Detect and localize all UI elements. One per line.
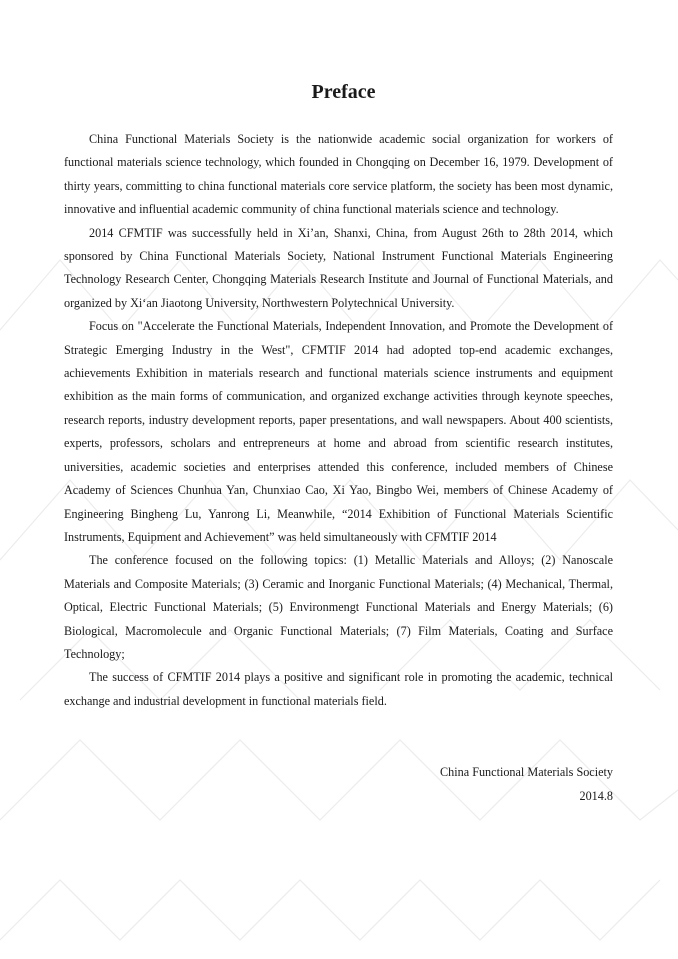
preface-page: [64, 78, 613, 808]
paragraph-society: China Functional Materials Society is the nationwide academic social organization for workers of functional materials science technology, which founded in Chongqing on December 16, 1979. Development of thirty years, committing to china functional materials core service platform, the society has been most dynamic, innovative and influential academic community of china functional materials science and technology.: [64, 132, 613, 217]
paragraph-success: The success of CFMTIF 2014 plays a positive and significant role in promoting the academic, technical exchange and industrial development in functional materials field.: [64, 670, 613, 708]
page-title: Preface: [311, 81, 376, 103]
paragraph-focus: Focus on "Accelerate the Functional Materials, Independent Innovation, and Promote the Development of Strategic Emerging Industry in the West", CFMTIF 2014 had adopted top-end academic exchanges, achievements Exhibition in materials research and functional materials science instruments and equipment exhibition as the main forms of communication, and organized exchange activities through keynote speeches, research reports, industry development reports, paper presentations, and wall newspapers. About 400 scientists, experts, professors, scholars and entrepreneurs at home and abroad from scientific research institutes, universities, academic societies and enterprises attended this conference, included members of Chinese Academy of Sciences Chunhua Yan, Chunxiao Cao, Xi Yao, Bingbo Wei, members of Chinese Academy of Engineering Bingheng Lu, Yanrong Li, Meanwhile, “2014 Exhibition of Functional Materials Scientific Instruments, Equipment and Achievement” was held simultaneously with CFMTIF 2014: [64, 319, 613, 544]
signature-date: 2014.8: [579, 788, 613, 803]
signature-organization: China Functional Materials Society: [440, 765, 613, 780]
paragraph-topics: The conference focused on the following topics: (1) Metallic Materials and Alloys; (2) Nanoscale Materials and Composite Materials; (3) Ceramic and Inorganic Functional Materials; (4) Mechanical, Thermal, Optical, Electric Functional Materials; (5) Environmengt Functional Materials and Energy Materials; (6) Biological, Macromolecule and Organic Functional Materials; (7) Film Materials, Coating and Surface Technology;: [64, 553, 613, 661]
paragraph-conference-info: 2014 CFMTIF was successfully held in Xi’an, Shanxi, China, from August 26th to 28th 2014, which sponsored by China Functional Materials Society, National Instrument Functional Materials Engineering Technology Research Center, Chongqing Materials Research Institute and Journal of Functional Materials, and organized by Xi‘an Jiaotong University, Northwestern Polytechnical University.: [64, 225, 613, 310]
signature-block: [64, 761, 613, 808]
